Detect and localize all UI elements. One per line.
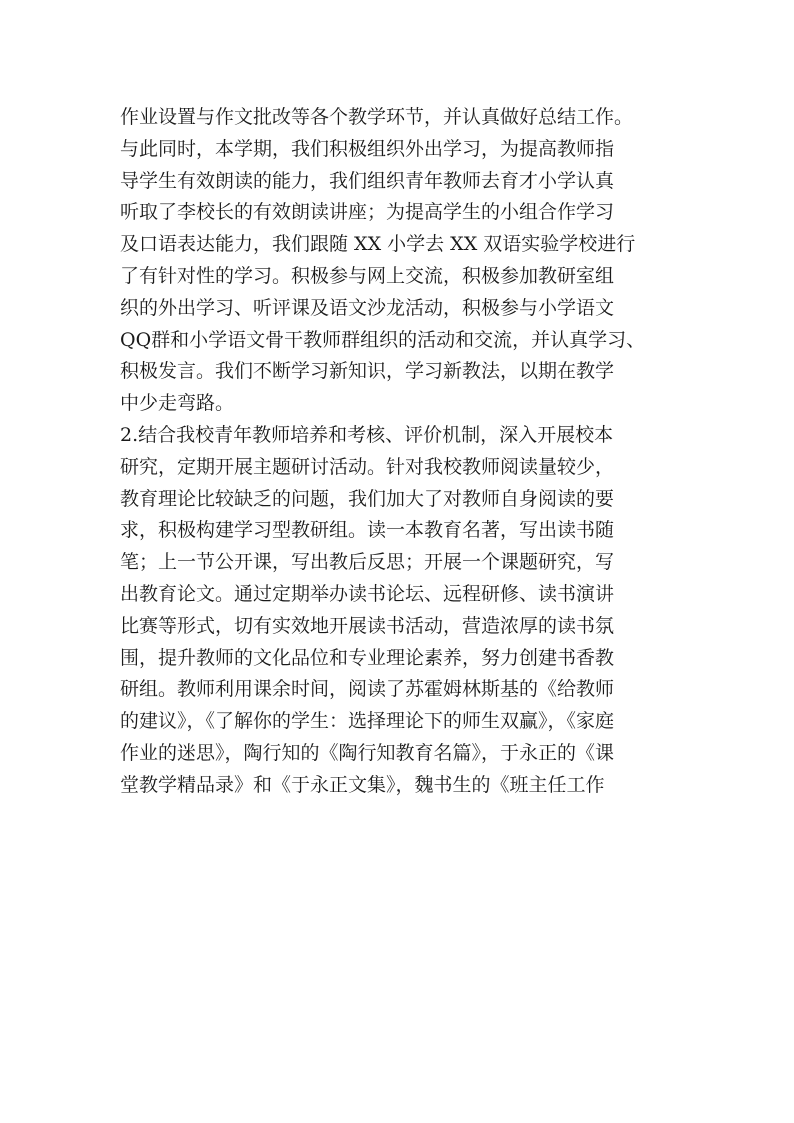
text-line: 及口语表达能力，我们跟随 XX 小学去 XX 双语实验学校进行 [120, 233, 636, 256]
text-line: 与此同时，本学期，我们积极组织外出学习，为提高教师指 [120, 137, 615, 160]
text-line: 堂教学精品录》和《于永正文集》，魏书生的《班主任工作 [120, 773, 605, 796]
text-line: QQ群和小学语文骨干教师群组织的活动和交流，并认真学习、 [120, 328, 646, 351]
text-line: 求，积极构建学习型教研组。读一本教育名著，写出读书随 [120, 519, 615, 542]
text-line: 研组。教师利用课余时间，阅读了苏霍姆林斯基的《给教师 [120, 678, 615, 701]
text-line: 的建议》，《了解你的学生：选择理论下的师生双赢》，《家庭 [120, 710, 615, 733]
text-line: 围，提升教师的文化品位和专业理论素养，努力创建书香教 [120, 646, 615, 669]
text-line: 积极发言。我们不断学习新知识，学习新教法，以期在教学 [120, 360, 615, 383]
text-line: 听取了李校长的有效朗读讲座；为提高学生的小组合作学习 [120, 201, 615, 224]
text-line: 导学生有效朗读的能力，我们组织青年教师去育才小学认真 [120, 169, 615, 192]
body-text [120, 102, 700, 802]
text-line: 中少走弯路。 [120, 392, 235, 415]
text-line: 比赛等形式，切有实效地开展读书活动，营造浓厚的读书氛 [120, 614, 615, 637]
text-line: 研究，定期开展主题研讨活动。针对我校教师阅读量较少， [120, 455, 615, 478]
text-line: 笔；上一节公开课，写出教后反思；开展一个课题研究，写 [120, 551, 615, 574]
text-line: 教育理论比较缺乏的问题，我们加大了对教师自身阅读的要 [120, 487, 615, 510]
text-line: 2.结合我校青年教师培养和考核、评价机制，深入开展校本 [120, 423, 614, 446]
text-line: 作业设置与作文批改等各个教学环节，并认真做好总结工作。 [120, 106, 634, 128]
text-line: 出教育论文。通过定期举办读书论坛、远程研修、读书演讲 [120, 582, 615, 605]
text-line: 作业的迷思》，陶行知的《陶行知教育名篇》，于永正的《课 [120, 741, 615, 764]
text-line: 织的外出学习、听评课及语文沙龙活动，积极参与小学语文 [120, 296, 615, 319]
text-line: 了有针对性的学习。积极参与网上交流，积极参加教研室组 [120, 264, 615, 287]
